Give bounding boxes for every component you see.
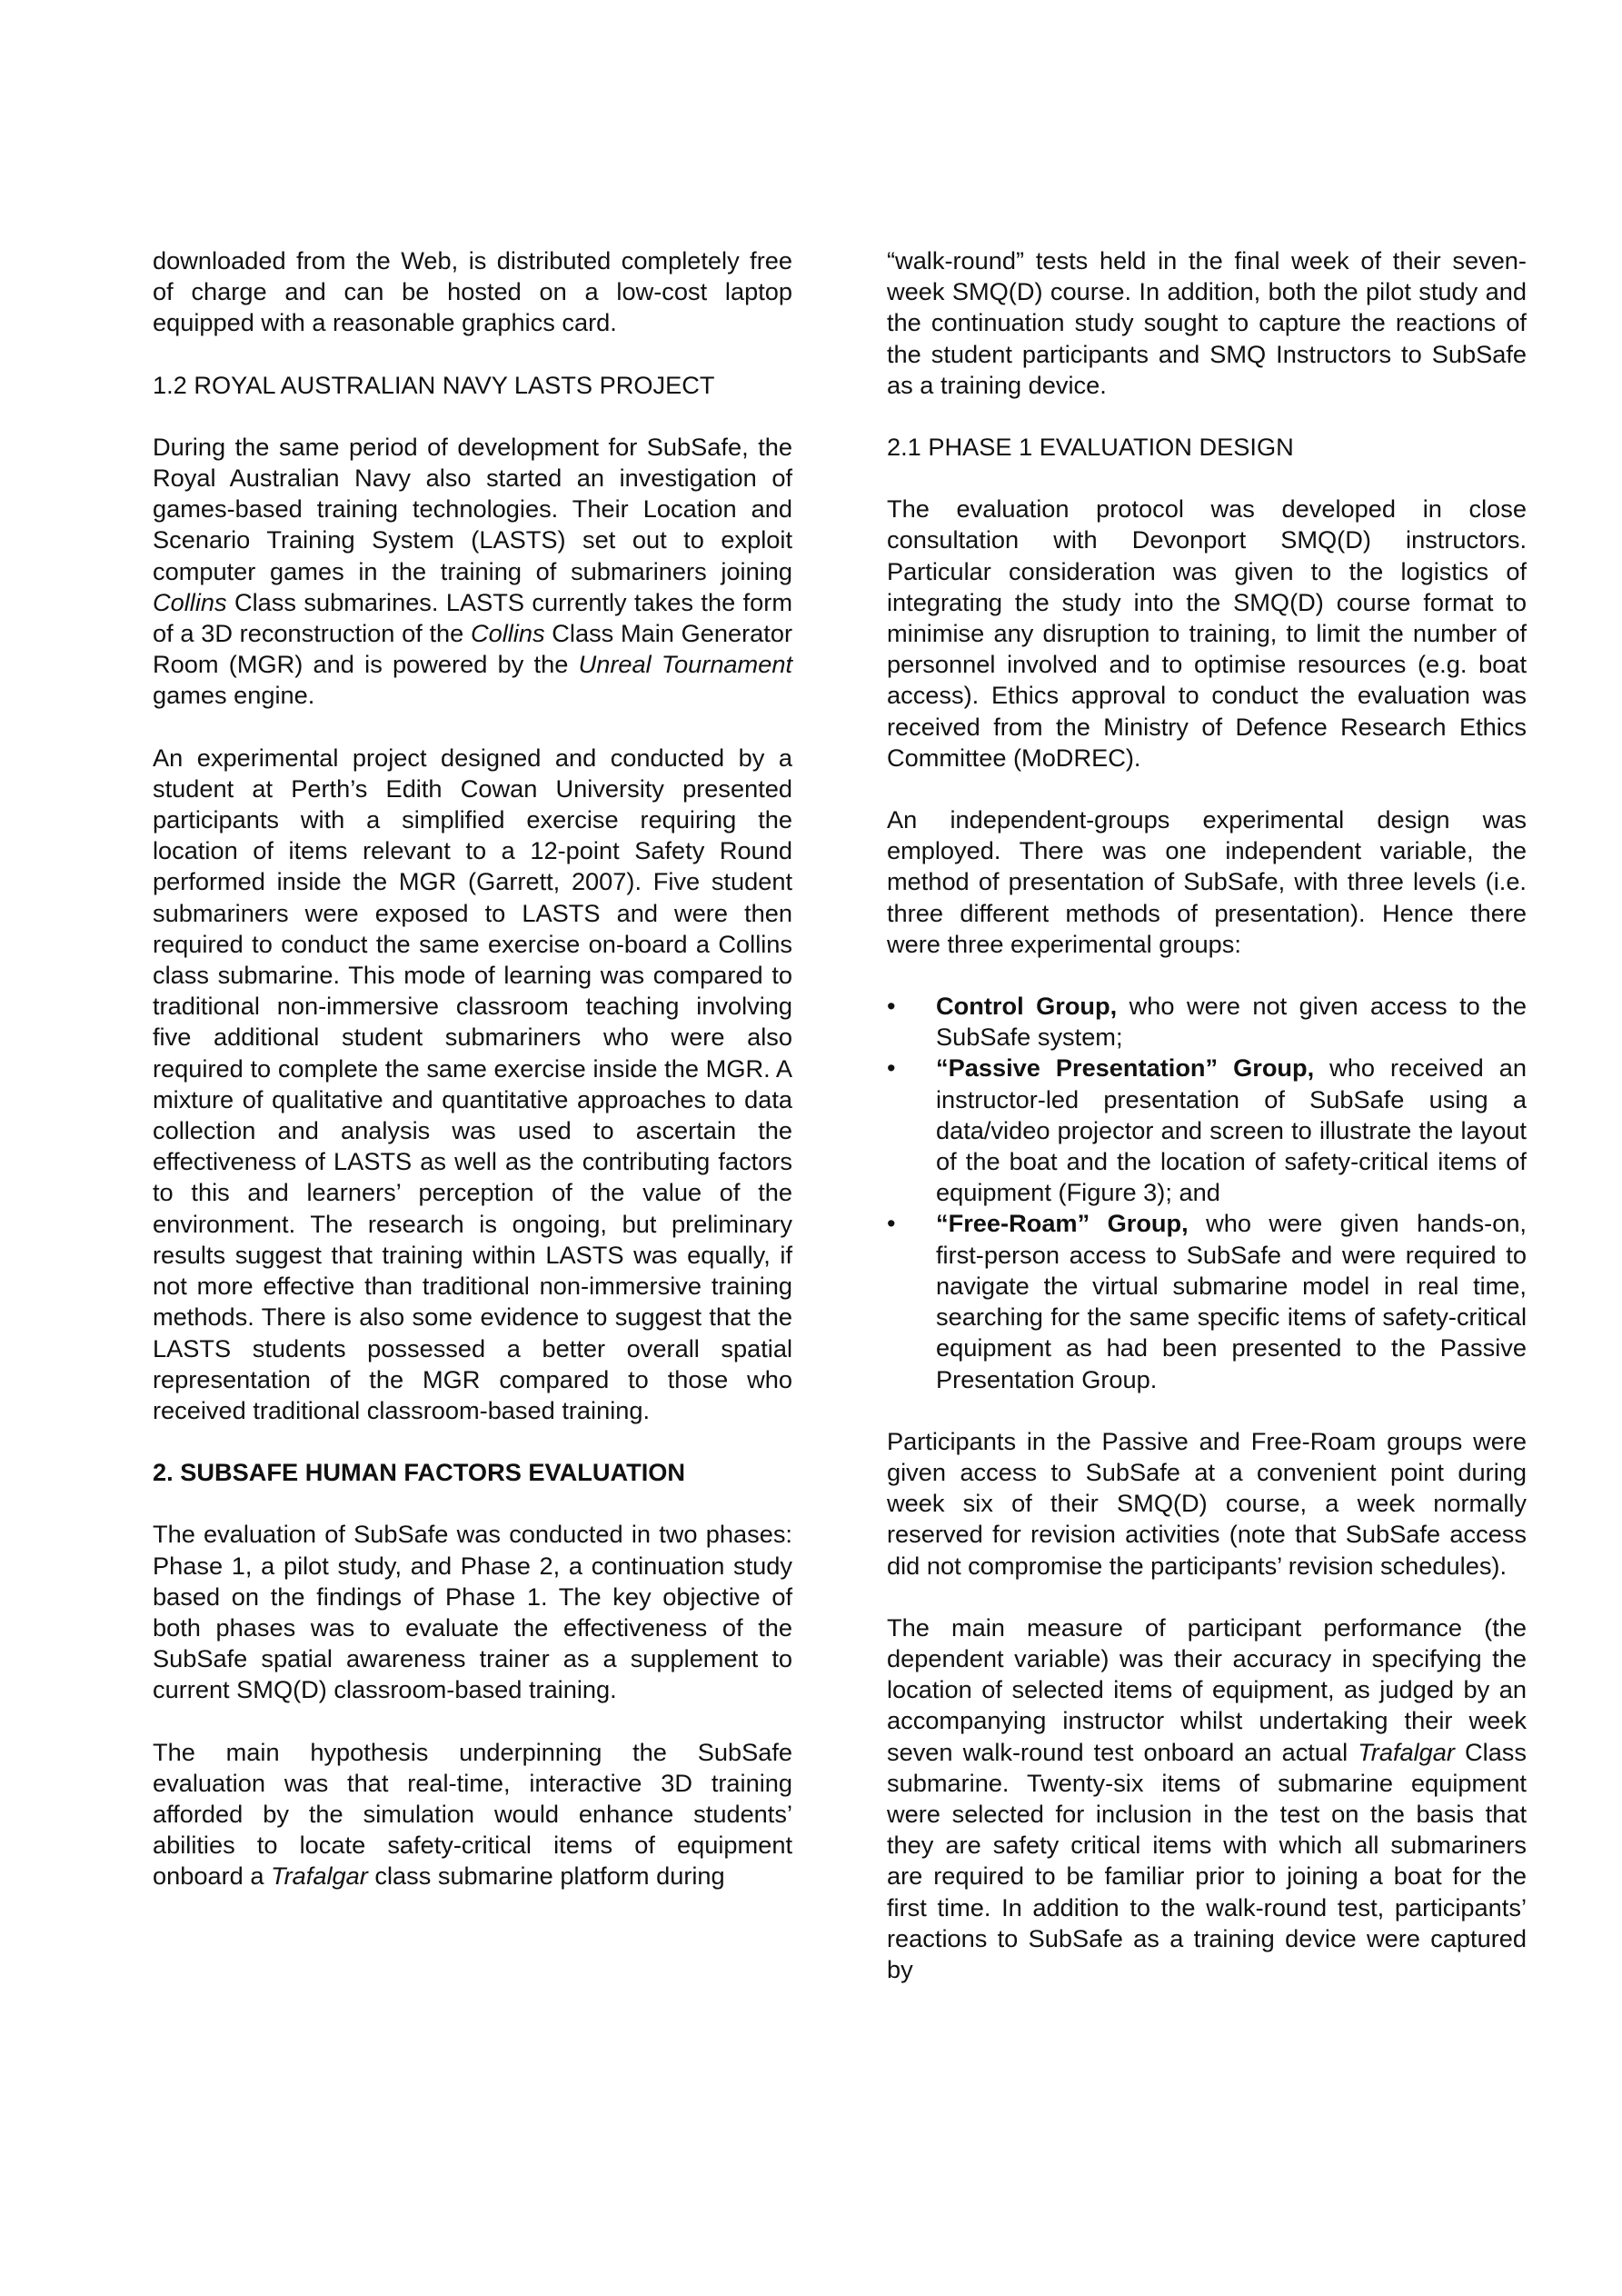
text-span: Class submarine. Twenty-six items of submarine equipment were selected for inclusion in the test on the basis that they are safety critical items with which all submariners are required to be familiar prior to joining a boat for the first time. In addition to the walk-round test, participants’ reactions to SubSafe as a training device were captured by xyxy=(887,1737,1527,1983)
paragraph-lasts-project xyxy=(153,432,792,712)
experimental-groups-list xyxy=(887,991,1527,1395)
italic-text: Collins xyxy=(470,619,545,648)
paragraph-main-hypothesis xyxy=(153,1737,792,1892)
bullet-icon: • xyxy=(887,1053,896,1083)
text-span: The main hypothesis underpinning the SubSafe evaluation was that real-time, interactive 3D training afforded by the simulation would enhance students’ abilities to locate safety-critical items of equipment onboard a xyxy=(153,1737,792,1891)
text-span: During the same period of development for SubSafe, the Royal Australian Navy also started an investigation of games-based training technologies. Their Location and Scenario Training System (LASTS) set out to exploit computer games in the training of submariners joining xyxy=(153,432,792,585)
text-span: Class submarines. LASTS currently takes the form of a 3D reconstruction of the xyxy=(153,587,792,648)
paragraph-intro-continuation: downloaded from the Web, is distributed completely free of charge and can be hosted on a low-cost laptop equipped with a reasonable graphics card. xyxy=(153,246,792,337)
paragraph-experimental-project: An experimental project designed and conducted by a student at Perth’s Edith Cowan University presented participants with a simplified exercise requiring the location of items relevant to a 12-point Safety Round performed inside the MGR (Garrett, 2007). Five student submariners were exposed to LASTS and were then required to conduct the same exercise on-board a Collins class submarine. This mode of learning was compared to traditional non-immersive classroom teaching involving five additional student submariners who were also required to complete the same exercise inside the MGR. A mixture of qualitative and quantitative approaches to data collection and analysis was used to ascertain the effectiveness of LASTS as well as the contributing factors to this and learners’ perception of the value of the environment. The research is ongoing, but preliminary results suggest that training within LASTS was equally, if not more effective than traditional non-immersive training methods. There is also some evidence to suggest that the LASTS students possessed a better overall spatial representation of the MGR compared to those who received traditional classroom-based training. xyxy=(153,743,792,1424)
paragraph-evaluation-protocol: The evaluation protocol was developed in close consultation with Devonport SMQ(D) instructors. Particular consideration was given to the logistics of integrating the study into the SMQ(D) course format to minimise any disruption to training, to limit the number of personnel involved and to optimise resources (e.g. boat access). Ethics approval to conduct the evaluation was received from the Ministry of Defence Research Ethics Committee (MoDREC). xyxy=(887,494,1527,772)
right-column xyxy=(887,245,1527,2016)
list-item-passive-group xyxy=(887,1053,1527,1208)
bullet-icon: • xyxy=(887,992,896,1021)
group-label: “Free-Roam” Group, xyxy=(936,1209,1189,1238)
group-label: Control Group, xyxy=(936,992,1118,1021)
list-item-control-group xyxy=(887,991,1527,1053)
left-column xyxy=(153,245,792,1923)
italic-text: Unreal Tournament xyxy=(578,650,792,679)
section-heading-1-2: 1.2 ROYAL AUSTRALIAN NAVY LASTS PROJECT xyxy=(153,370,715,399)
text-span: class submarine platform during xyxy=(367,1862,725,1891)
text-span: games engine. xyxy=(153,681,315,710)
text-span: The main measure of participant performance (the dependent variable) was their accuracy in specifying the location of selected items of equipment, as judged by an accompanying instructor whilst undertaking their week seven walk-round test onboard an actual xyxy=(887,1612,1527,1766)
paragraph-participants-access: Participants in the Passive and Free-Roam groups were given access to SubSafe at a convenient point during week six of their SMQ(D) course, a week normally reserved for revision activities (note that SubSafe access did not compromise the participants’ revision schedules). xyxy=(887,1426,1527,1580)
italic-text: Trafalgar xyxy=(1358,1737,1455,1766)
group-description: who were not given access to the SubSafe system; xyxy=(936,992,1527,1052)
bullet-icon: • xyxy=(887,1209,896,1238)
italic-text: Trafalgar xyxy=(271,1862,368,1891)
group-label: “Passive Presentation” Group, xyxy=(936,1053,1315,1083)
paragraph-evaluation-phases: The evaluation of SubSafe was conducted in two phases: Phase 1, a pilot study, and Phase 2, a continuation study based on the findings of Phase 1. The key objective of both phases was to evaluate the effectiveness of the SubSafe spatial awareness trainer as a supplement to current SMQ(D) classroom-based training. xyxy=(153,1520,792,1704)
paragraph-performance-measure xyxy=(887,1612,1527,1985)
list-item-free-roam-group xyxy=(887,1208,1527,1394)
section-heading-2-1: 2.1 PHASE 1 EVALUATION DESIGN xyxy=(887,433,1294,462)
text-span: Class Main Generator Room (MGR) and is powered by the xyxy=(153,619,792,679)
section-heading-2: 2. SUBSAFE HUMAN FACTORS EVALUATION xyxy=(153,1458,686,1487)
paragraph-walk-round-tests: “walk-round” tests held in the final week of their seven-week SMQ(D) course. In addition, both the pilot study and the continuation study sought to capture the reactions of the student participants and SMQ Instructors to SubSafe as a training device. xyxy=(887,246,1527,399)
paragraph-experimental-design: An independent-groups experimental design was employed. There was one independent variable, the method of presentation of SubSafe, with three levels (i.e. three different methods of presentation). Hence there were three experimental groups: xyxy=(887,805,1527,958)
italic-text: Collins xyxy=(153,587,227,616)
group-description: who were given hands-on, first-person access to SubSafe and were required to navigate the virtual submarine model in real time, searching for the same specific items of safety-critical equipment as had been presented to the Passive Presentation Group. xyxy=(936,1209,1527,1393)
group-description: who received an instructor-led presentation of SubSafe using a data/video projector and screen to illustrate the layout of the boat and the location of safety-critical items of equipment (Figure 3); and xyxy=(936,1053,1527,1207)
